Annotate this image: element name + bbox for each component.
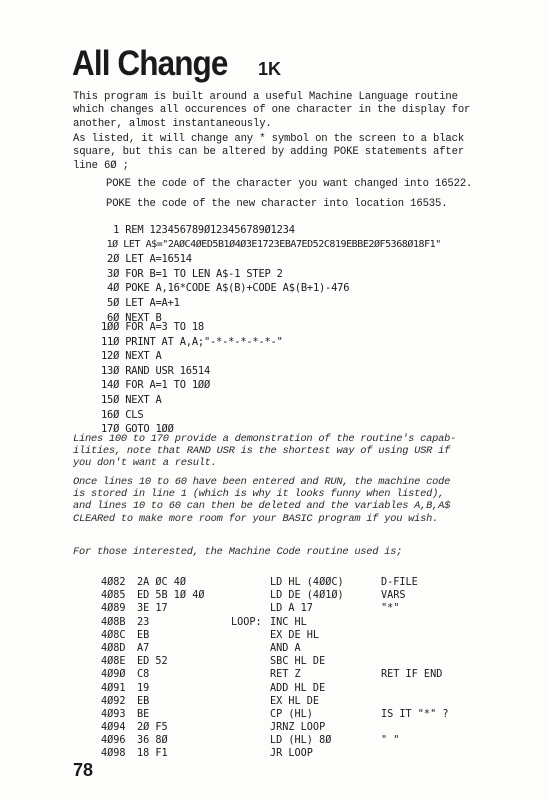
address-cell: 4Ø8D <box>101 642 126 654</box>
text-line: line 6Ø ; <box>73 159 129 172</box>
hex-bytes-cell: 2Ø F5 <box>137 722 168 734</box>
text-line: you don't want a result. <box>73 457 217 470</box>
listing-line: 3Ø FOR B=1 TO LEN A$-1 STEP 2 <box>101 267 283 280</box>
address-cell: 4Ø92 <box>101 695 126 707</box>
hex-bytes-cell: EB <box>137 629 150 641</box>
instruction-cell: JRNZ LOOP <box>270 722 326 734</box>
address-cell: 4Ø96 <box>101 735 126 747</box>
basic-listing-demo <box>101 320 283 437</box>
comment-cell: IS IT "*" ? <box>381 708 449 720</box>
code-row <box>101 747 501 760</box>
address-cell: 4Ø89 <box>101 603 126 615</box>
demo-note <box>73 433 503 470</box>
listing-line: 5Ø LET A=A+1 <box>101 296 180 309</box>
basic-listing-setup <box>101 223 441 325</box>
hex-bytes-cell: ED 5B 1Ø 4Ø <box>137 590 205 602</box>
text-line: This program is built around a useful Machine Language routine <box>73 91 458 103</box>
address-cell: 4Ø8C <box>101 629 126 641</box>
instruction-cell: LD A 17 <box>270 603 313 615</box>
listed-paragraph <box>73 133 498 173</box>
address-cell: 4Ø9Ø <box>101 669 126 681</box>
instruction-cell: JR LOOP <box>270 748 313 760</box>
instruction-cell: EX DE HL <box>270 629 320 641</box>
hex-bytes-cell: 23 <box>137 616 150 628</box>
text-line: ilities, note that RAND USR is the shortest way of using USR if <box>73 445 451 458</box>
hex-bytes-cell: A7 <box>137 642 150 654</box>
code-row <box>101 589 501 602</box>
address-cell: 4Ø85 <box>101 590 126 602</box>
hex-bytes-cell: C8 <box>137 669 150 681</box>
comment-cell: D-FILE <box>381 577 418 588</box>
instruction-cell: SBC HL DE <box>270 656 326 668</box>
hex-bytes-cell: 2A ØC 4Ø <box>137 577 187 588</box>
comment-cell: VARS <box>381 590 406 602</box>
code-row <box>101 695 501 708</box>
listing-line: 11Ø PRINT AT A,A;"-*-*-*-*-*-" <box>101 335 283 348</box>
address-cell: 4Ø8B <box>101 616 126 628</box>
instruction-cell: RET Z <box>270 669 301 681</box>
instruction-cell: LD (HL) 8Ø <box>270 735 332 747</box>
listing-line: 1Ø LET A$="2AØC4ØED5B1Ø4Ø3E1723EBA7ED52C819EBBE2ØF5368Ø18F1" <box>101 238 441 250</box>
code-row <box>101 721 501 734</box>
instruction-cell: INC HL <box>270 616 307 628</box>
title-row <box>72 44 282 84</box>
code-row <box>101 682 501 695</box>
instruction-cell: LD HL (4ØØC) <box>270 577 344 588</box>
instruction-cell: CP (HL) <box>270 708 313 720</box>
listing-line: 4Ø POKE A,16*CODE A$(B)+CODE A$(B+1)-476 <box>101 282 350 295</box>
code-row <box>101 708 501 721</box>
memory-size-label: 1K <box>258 59 282 79</box>
listing-line: 6Ø NEXT B <box>101 311 162 324</box>
poke-instruction-1: POKE the code of the character you want changed into 16522. <box>106 178 473 190</box>
hex-bytes-cell: 36 8Ø <box>137 735 168 747</box>
text-line: Once lines 10 to 60 have been entered and RUN, the machine code <box>73 476 451 488</box>
code-row <box>101 576 501 589</box>
instruction-cell: AND A <box>270 642 301 654</box>
code-row <box>101 642 501 655</box>
listing-line: 1ØØ FOR A=3 TO 18 <box>101 321 204 333</box>
text-line: another, almost instantaneously. <box>73 117 272 130</box>
code-row <box>101 602 501 615</box>
listing-line: 17Ø GOTO 1ØØ <box>101 423 174 436</box>
listing-line: 12Ø NEXT A <box>101 350 162 363</box>
code-row <box>101 655 501 668</box>
hex-bytes-cell: EB <box>137 695 150 707</box>
text-line: CLEARed to make more room for your BASIC program if you wish. <box>73 512 439 525</box>
instruction-cell: EX HL DE <box>270 695 320 707</box>
hex-bytes-cell: 18 F1 <box>137 748 168 760</box>
text-line: square, but this can be altered by adding POKE statements after <box>73 146 465 159</box>
code-row <box>101 616 501 629</box>
intro-paragraph <box>73 91 498 131</box>
hex-bytes-cell: 19 <box>137 682 150 694</box>
address-cell: 4Ø82 <box>101 577 126 588</box>
code-row <box>101 668 501 681</box>
hex-bytes-cell: BE <box>137 708 150 720</box>
listing-line: 1 REM 123456789Ø123456789Ø1234 <box>101 224 295 236</box>
page-number: 78 <box>73 760 94 780</box>
address-cell: 4Ø91 <box>101 682 126 694</box>
storage-note <box>73 476 503 525</box>
text-line: Lines 100 to 170 provide a demonstration of the routine's capab- <box>73 433 457 445</box>
code-row <box>101 734 501 747</box>
listing-line: 14Ø FOR A=1 TO 1ØØ <box>101 379 211 392</box>
page-title: All Change <box>72 44 228 83</box>
hex-bytes-cell: 3E 17 <box>137 603 168 615</box>
listing-line: 2Ø LET A=16514 <box>101 253 192 266</box>
instruction-cell: LD DE (4Ø1Ø) <box>270 590 344 602</box>
address-cell: 4Ø94 <box>101 722 126 734</box>
comment-cell: " " <box>381 735 400 747</box>
listing-line: 16Ø CLS <box>101 408 144 421</box>
text-line: and lines 10 to 60 can then be deleted and the variables A,B,A$ <box>73 500 451 513</box>
code-row <box>101 629 501 642</box>
machine-code-intro: For those interested, the Machine Code routine used is; <box>73 546 403 558</box>
label-cell: LOOP: <box>231 616 262 628</box>
comment-cell: RET IF END <box>381 669 443 681</box>
text-line: which changes all occurences of one character in the display for <box>73 104 471 117</box>
listing-line: 15Ø NEXT A <box>101 393 162 406</box>
machine-code-table <box>101 576 501 761</box>
instruction-cell: ADD HL DE <box>270 682 326 694</box>
listing-line: 13Ø RAND USR 16514 <box>101 364 211 377</box>
comment-cell: "*" <box>381 603 400 615</box>
hex-bytes-cell: ED 52 <box>137 656 168 668</box>
address-cell: 4Ø98 <box>101 748 126 760</box>
text-line: As listed, it will change any * symbol on the screen to a black <box>73 133 465 145</box>
address-cell: 4Ø93 <box>101 708 126 720</box>
address-cell: 4Ø8E <box>101 656 126 668</box>
text-line: is stored in line 1 (which is why it looks funny when listed), <box>73 488 445 501</box>
poke-instruction-2: POKE the code of the new character into location 16535. <box>106 198 448 210</box>
